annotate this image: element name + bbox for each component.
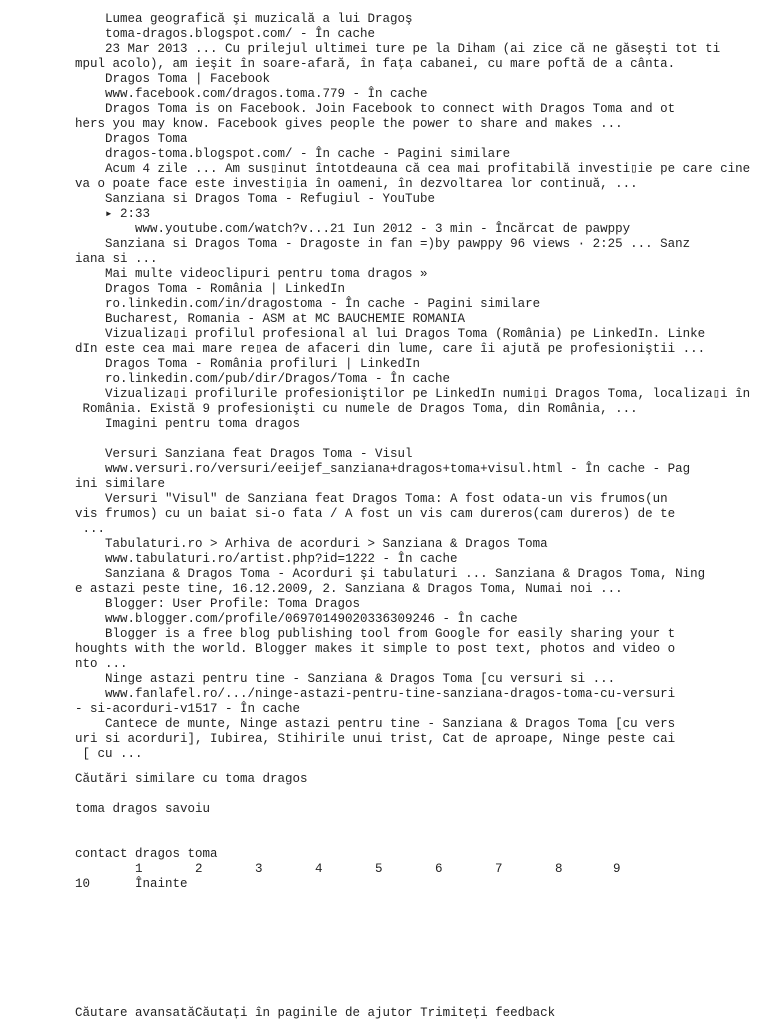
result-line: toma-dragos.blogspot.com/ - În cache xyxy=(75,27,376,41)
result-line: Sanziana si Dragos Toma - Refugiul - YouTube xyxy=(75,192,436,206)
result-line: www.facebook.com/dragos.toma.779 - În cache xyxy=(75,87,428,101)
result-line: Tabulaturi.ro > Arhiva de acorduri > Sanziana & Dragos Toma xyxy=(75,537,548,551)
result-line: Lumea geografică şi muzicală a lui Dragoş xyxy=(75,12,413,26)
result-line: dragos-toma.blogspot.com/ - În cache - Pagini similare xyxy=(75,147,511,161)
result-line: ro.linkedin.com/pub/dir/Dragos/Toma - În cache xyxy=(75,372,451,386)
result-line: Dragos Toma | Facebook xyxy=(75,72,271,86)
result-line: Sanziana & Dragos Toma - Acorduri şi tabulaturi ... Sanziana & Dragos Toma, Ning xyxy=(75,567,706,581)
result-line: - si-acorduri-v1517 - În cache xyxy=(75,702,301,716)
result-line: Dragos Toma is on Facebook. Join Facebook to connect with Dragos Toma and ot xyxy=(75,102,676,116)
send-feedback-link[interactable]: Trimiteți feedback xyxy=(420,1006,556,1020)
result-line: Acum 4 zile ... Am sus▯inut întotdeauna că cea mai profitabilă investi▯ie pe care cine xyxy=(75,162,751,176)
result-line: Blogger is a free blog publishing tool from Google for easily sharing your t xyxy=(75,627,676,641)
result-line: va o poate face este investi▯ia în oameni, în dezvoltarea lor continuă, ... xyxy=(75,177,638,191)
page-link[interactable]: 8 xyxy=(555,862,563,876)
page-link[interactable]: 9 xyxy=(613,862,621,876)
related-searches-heading: Căutări similare cu toma dragos xyxy=(75,772,308,786)
result-line: www.fanlafel.ro/.../ninge-astazi-pentru-tine-sanziana-dragos-toma-cu-versuri xyxy=(75,687,676,701)
related-search-link[interactable]: contact dragos toma xyxy=(75,847,218,861)
result-line: mpul acolo), am ieşit în soare-afară, în faţa cabanei, cu mare poftă de a cânta. xyxy=(75,57,676,71)
result-line: houghts with the world. Blogger makes it simple to post text, photos and video o xyxy=(75,642,676,656)
advanced-search-link[interactable]: Căutare avansată xyxy=(75,1006,196,1020)
result-line: vis frumos) cu un baiat si-o fata / A fost un vis cam dureros(cam dureros) de te xyxy=(75,507,676,521)
result-line: Vizualiza▯i profilul profesional al lui Dragos Toma (România) pe LinkedIn. Linke xyxy=(75,327,706,341)
page-link[interactable]: 5 xyxy=(375,862,383,876)
result-line: 23 Mar 2013 ... Cu prilejul ultimei ture pe la Diham (ai zice că ne găseşti tot ti xyxy=(75,42,721,56)
result-line: [ cu ... xyxy=(75,747,143,761)
result-line: e astazi peste tine, 16.12.2009, 2. Sanziana & Dragos Toma, Numai noi ... xyxy=(75,582,623,596)
result-line: www.blogger.com/profile/06970149020336309246 - În cache xyxy=(75,612,518,626)
page-link[interactable]: 10 xyxy=(75,877,91,891)
page-link[interactable]: 1 xyxy=(135,862,143,876)
result-line: Versuri "Visul" de Sanziana feat Dragos Toma: A fost odata-un vis frumos(un xyxy=(75,492,668,506)
related-search-link[interactable]: toma dragos savoiu xyxy=(75,802,211,816)
result-line: www.youtube.com/watch?v...21 Iun 2012 - 3 min - Încărcat de pawppy xyxy=(75,222,631,236)
result-line: Blogger: User Profile: Toma Dragos xyxy=(75,597,361,611)
page-link[interactable]: 2 xyxy=(195,862,203,876)
result-line: Cantece de munte, Ninge astazi pentru tine - Sanziana & Dragos Toma [cu vers xyxy=(75,717,676,731)
result-line: Imagini pentru toma dragos xyxy=(75,417,301,431)
page-link[interactable]: 4 xyxy=(315,862,323,876)
result-line: Vizualiza▯i profilurile profesioniştilor pe LinkedIn numi▯i Dragos Toma, localiza▯i în xyxy=(75,387,751,401)
result-line: Dragos Toma - România profiluri | LinkedIn xyxy=(75,357,421,371)
result-line: dIn este cea mai mare re▯ea de afaceri din lume, care îi ajută pe profesioniştii ... xyxy=(75,342,706,356)
page-link[interactable]: 6 xyxy=(435,862,443,876)
result-line: ini similare xyxy=(75,477,166,491)
related-search-contact xyxy=(75,847,765,862)
result-line: Versuri Sanziana feat Dragos Toma - Visul xyxy=(75,447,413,461)
result-line: Bucharest, Romania - ASM at MC BAUCHEMIE ROMANIA xyxy=(75,312,466,326)
result-line: Ninge astazi pentru tine - Sanziana & Dragos Toma [cu versuri si ... xyxy=(75,672,616,686)
result-line: hers you may know. Facebook gives people the power to share and makes ... xyxy=(75,117,623,131)
result-line: www.versuri.ro/versuri/eeijef_sanziana+dragos+toma+visul.html - În cache - Pag xyxy=(75,462,691,476)
result-line: ro.linkedin.com/in/dragostoma - În cache - Pagini similare xyxy=(75,297,541,311)
page-link[interactable]: 3 xyxy=(255,862,263,876)
page-link[interactable]: 7 xyxy=(495,862,503,876)
footer-links xyxy=(75,1006,555,1021)
result-line: Dragos Toma - România | LinkedIn xyxy=(75,282,346,296)
result-line: Sanziana si Dragos Toma - Dragoste in fan =)by pawppy 96 views · 2:25 ... Sanz xyxy=(75,237,691,251)
result-line: Mai multe videoclipuri pentru toma dragos » xyxy=(75,267,428,281)
result-line: iana si ... xyxy=(75,252,158,266)
result-line: nto ... xyxy=(75,657,128,671)
related-searches xyxy=(75,772,765,817)
result-line: Dragos Toma xyxy=(75,132,188,146)
next-page-link[interactable]: Înainte xyxy=(135,877,188,891)
result-line: România. Există 9 profesionişti cu numele de Dragos Toma, din România, ... xyxy=(75,402,638,416)
result-line: ▸ 2:33 xyxy=(75,207,151,221)
result-line: ... xyxy=(75,522,106,536)
help-search-link[interactable]: Căutați în paginile de ajutor xyxy=(195,1006,413,1020)
result-line: uri si acorduri], Iubirea, Stihirile unui trist, Cat de aproape, Ninge peste cai xyxy=(75,732,676,746)
pagination xyxy=(75,862,765,892)
search-results xyxy=(75,12,765,762)
result-line xyxy=(75,432,765,447)
result-line: www.tabulaturi.ro/artist.php?id=1222 - În cache xyxy=(75,552,458,566)
